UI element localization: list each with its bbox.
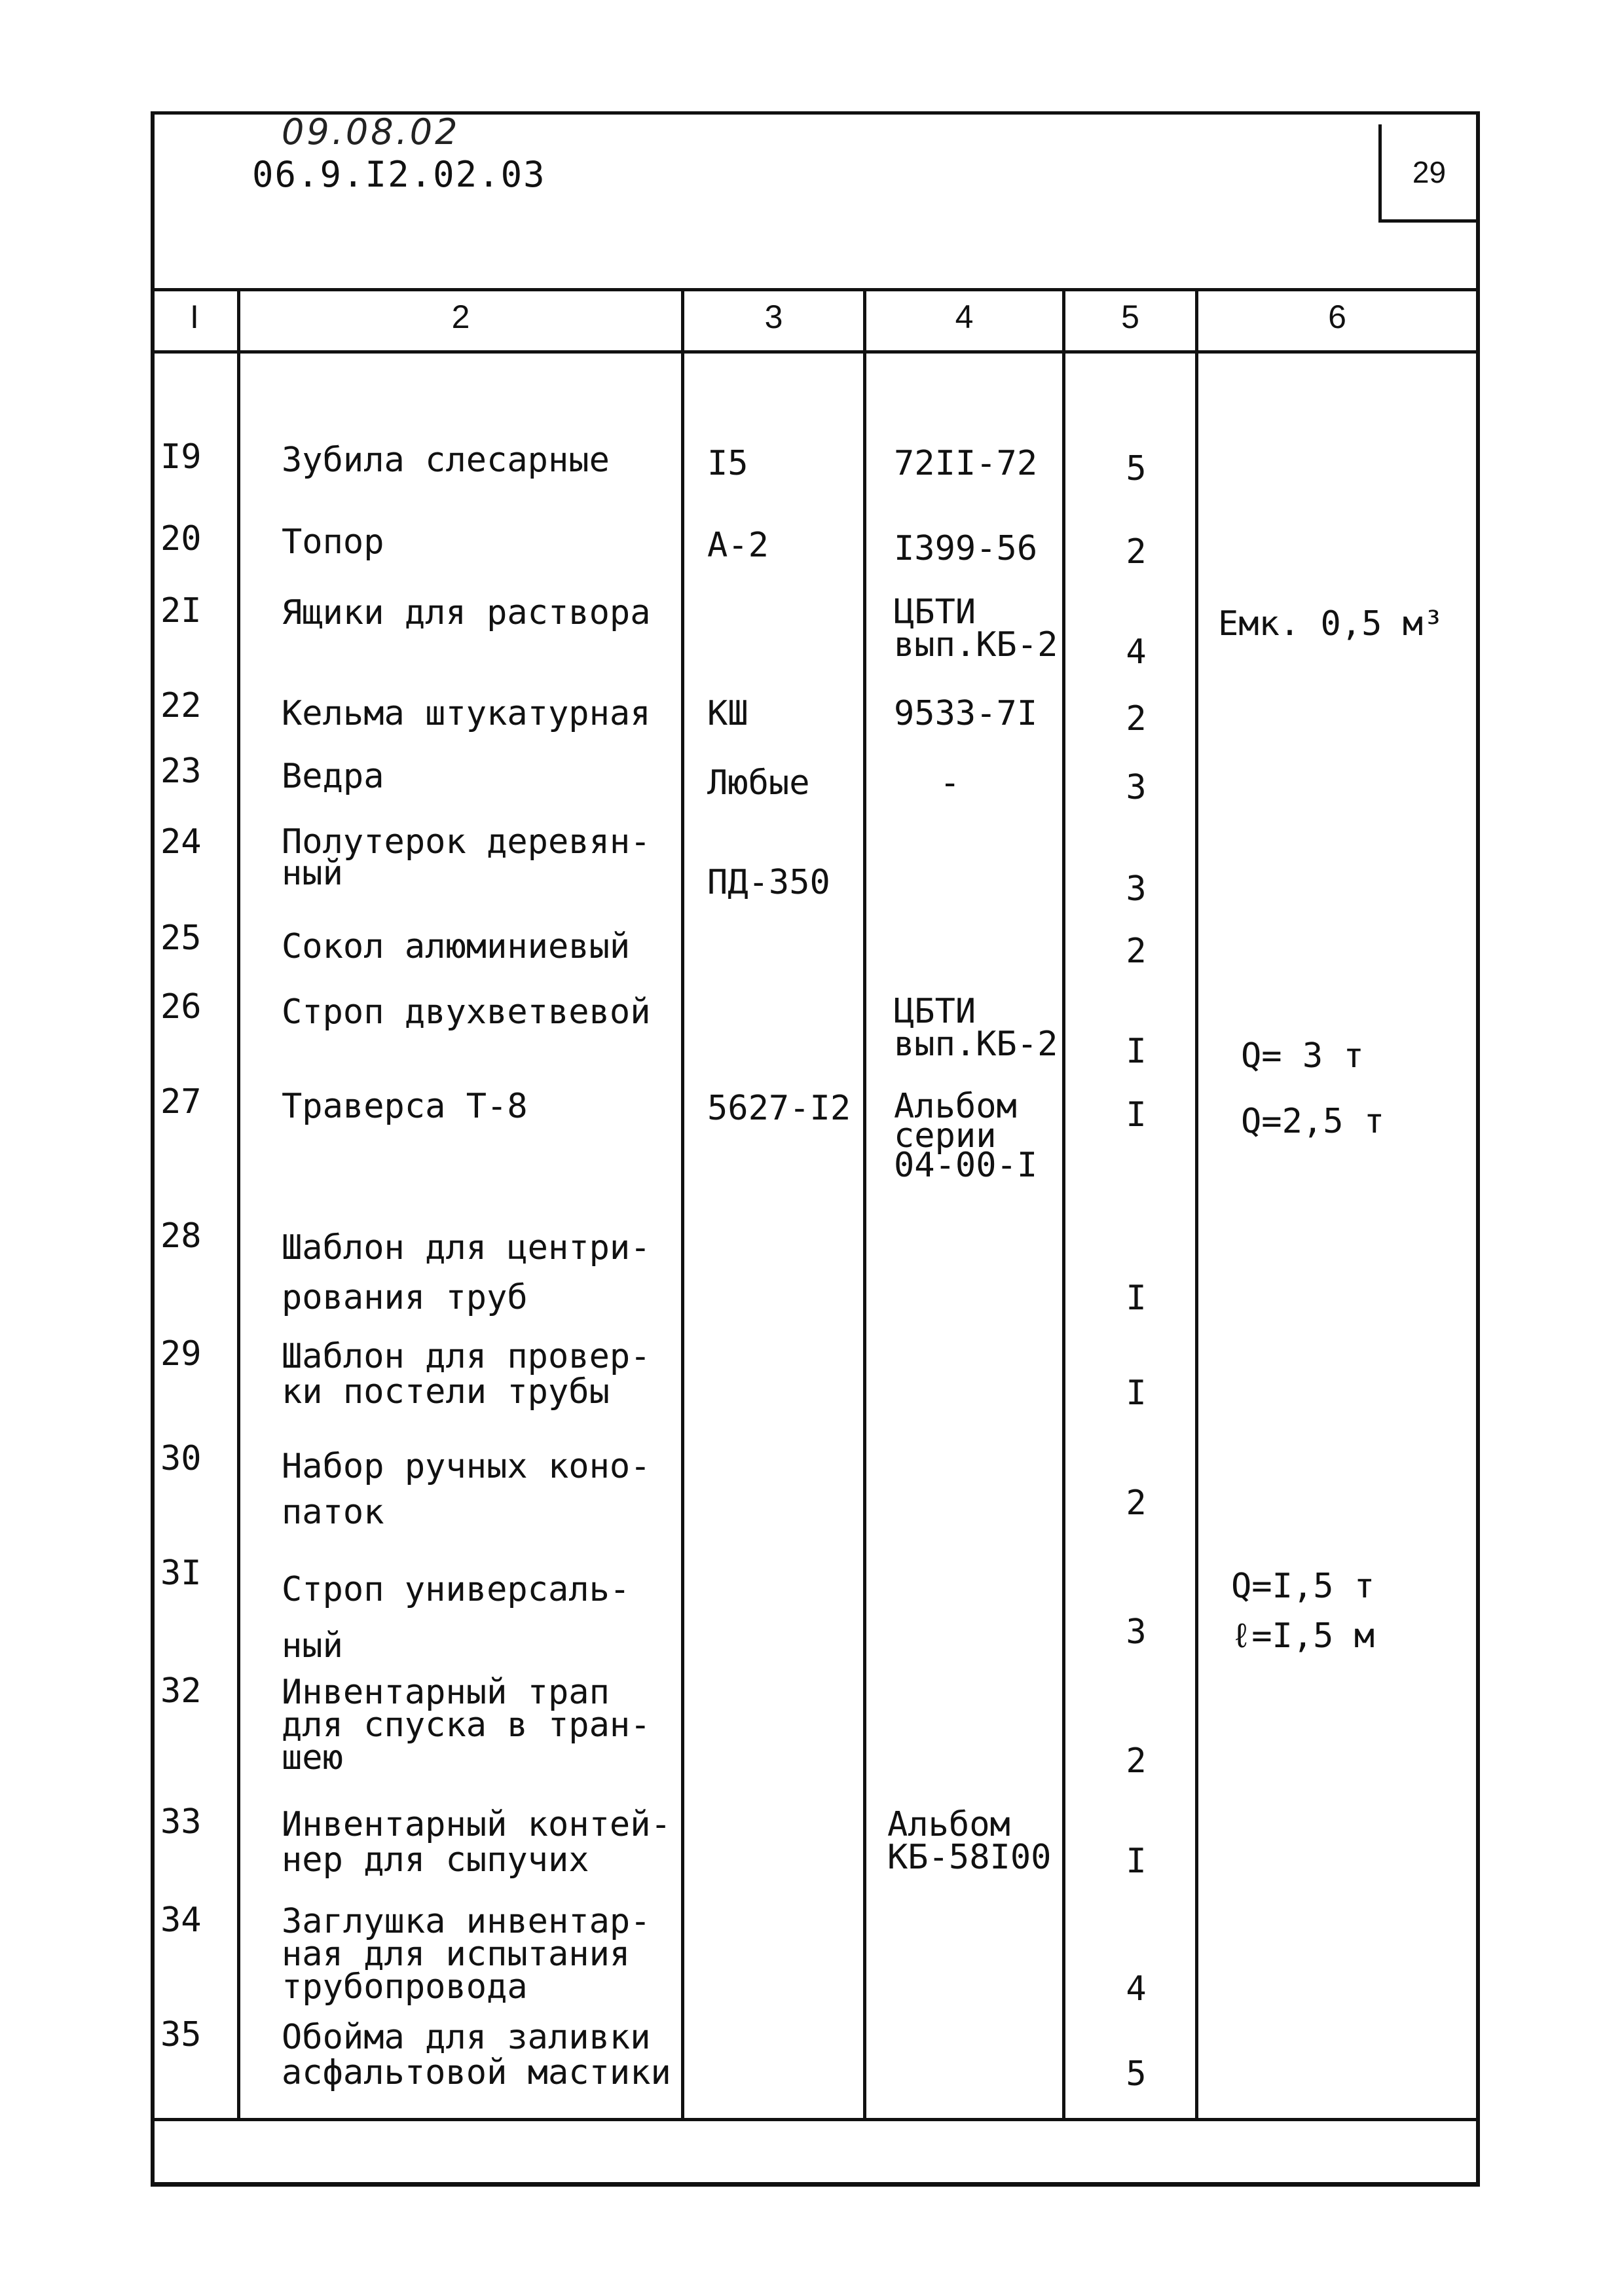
item-name: Ведра <box>282 757 384 796</box>
item-quantity: 2 <box>1126 532 1147 572</box>
item-quantity: I <box>1126 1032 1147 1071</box>
row-number: 22 <box>160 686 202 725</box>
item-quantity: 2 <box>1126 699 1147 738</box>
column-header-4: 4 <box>955 299 974 335</box>
table-bottom-rule <box>151 2118 1480 2121</box>
column-rule-5 <box>1195 288 1198 2118</box>
item-name: Строп универсаль- ный <box>282 1570 631 1666</box>
item-standard: 9533-7I <box>894 694 1038 733</box>
item-mark: Любые <box>707 763 810 803</box>
row-number: 28 <box>160 1216 202 1256</box>
row-number: 20 <box>160 519 202 558</box>
item-name: Обойма для заливки асфальтовой мастики <box>282 2018 671 2092</box>
column-header-2: 2 <box>451 299 470 335</box>
item-name: Кельма штукатурная <box>282 694 651 733</box>
header-top-rule <box>151 288 1480 291</box>
item-note: Емк. 0,5 м³ <box>1218 604 1444 644</box>
row-number: 26 <box>160 987 202 1027</box>
item-mark: ПД-350 <box>707 863 830 902</box>
row-number: 23 <box>160 752 202 791</box>
document-code: 06.9.I2.02.03 <box>252 154 546 195</box>
item-standard: - <box>940 763 961 803</box>
item-note: Q=2,5 т <box>1241 1102 1385 1141</box>
row-number: 30 <box>160 1439 202 1478</box>
item-name: Топор <box>282 522 384 562</box>
item-name: Шаблон для центри- рования труб <box>282 1228 651 1317</box>
column-header-6: 6 <box>1328 299 1346 335</box>
item-quantity: 3 <box>1126 1613 1147 1652</box>
row-number: 35 <box>160 2015 202 2054</box>
item-quantity: 5 <box>1126 449 1147 488</box>
item-name: Ящики для раствора <box>282 593 651 632</box>
item-standard: I399-56 <box>894 529 1038 568</box>
row-number: 34 <box>160 1901 202 1940</box>
item-mark: КШ <box>707 694 748 733</box>
column-header-3: 3 <box>764 299 783 335</box>
item-quantity: 5 <box>1126 2054 1147 2094</box>
column-header-1: I <box>190 299 199 335</box>
column-header-5: 5 <box>1121 299 1139 335</box>
item-standard: 72II-72 <box>894 444 1038 483</box>
item-standard: ЦБТИ вып.КБ-2 <box>894 992 1058 1064</box>
item-name: Траверса Т-8 <box>282 1087 528 1126</box>
item-name: Шаблон для провер- ки постели трубы <box>282 1337 651 1412</box>
page-number-box <box>1378 124 1477 223</box>
item-mark: А-2 <box>707 526 769 565</box>
item-mark: 5627-I2 <box>707 1089 851 1128</box>
row-number: 32 <box>160 1671 202 1711</box>
row-number: 29 <box>160 1334 202 1374</box>
item-quantity: 4 <box>1126 1969 1147 2009</box>
row-number: 3I <box>160 1554 202 1593</box>
row-number: I9 <box>160 437 202 477</box>
item-name: Полутерок деревян- ный <box>282 822 651 893</box>
item-mark: I5 <box>707 444 748 483</box>
item-name: Сокол алюминиевый <box>282 927 631 966</box>
item-name: Зубила слесарные <box>282 441 610 480</box>
item-quantity: 4 <box>1126 632 1147 672</box>
item-quantity: 3 <box>1126 768 1147 807</box>
item-standard: Альбом КБ-58I00 <box>887 1805 1052 1877</box>
item-name: Строп двухветвевой <box>282 993 651 1032</box>
header-bottom-rule <box>151 350 1480 354</box>
item-quantity: I <box>1126 1842 1147 1881</box>
item-name: Заглушка инвентар- ная для испытания трубопровода <box>282 1902 651 2007</box>
column-rule-1 <box>237 288 240 2118</box>
row-number: 25 <box>160 919 202 958</box>
item-quantity: I <box>1126 1279 1147 1318</box>
item-quantity: 2 <box>1126 932 1147 971</box>
item-quantity: I <box>1126 1095 1147 1135</box>
item-standard: Альбом серии 04-00-I <box>894 1087 1038 1185</box>
row-number: 33 <box>160 1802 202 1842</box>
row-number: 24 <box>160 822 202 862</box>
item-note: Q= 3 т <box>1241 1036 1364 1076</box>
item-quantity: I <box>1126 1374 1147 1413</box>
item-name: Инвентарный трап для спуска в тран- шею <box>282 1673 651 1777</box>
handwritten-code: 09.08.02 <box>282 111 460 153</box>
item-standard: ЦБТИ вып.КБ-2 <box>894 592 1058 665</box>
page-number: 29 <box>1412 155 1447 189</box>
row-number: 2I <box>160 591 202 630</box>
item-quantity: 2 <box>1126 1484 1147 1523</box>
item-note: Q=I,5 т ℓ=I,5 м <box>1231 1567 1375 1656</box>
row-number: 27 <box>160 1082 202 1121</box>
item-name: Инвентарный контей- нер для сыпучих <box>282 1805 671 1880</box>
item-quantity: 2 <box>1126 1741 1147 1781</box>
item-quantity: 3 <box>1126 869 1147 909</box>
item-name: Набор ручных коно- паток <box>282 1447 651 1532</box>
